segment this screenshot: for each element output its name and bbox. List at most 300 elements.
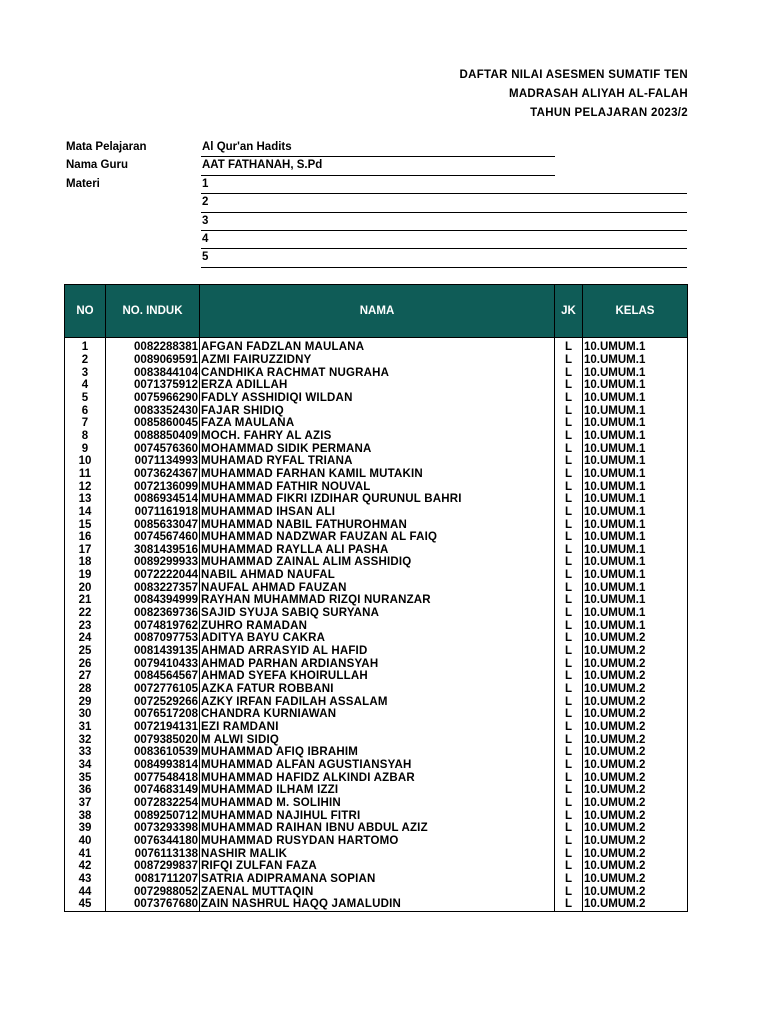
student-name-cell: RAYHAN MUHAMMAD RIZQI NURANZAR xyxy=(200,594,555,607)
student-id-cell: 0071161918 xyxy=(106,506,200,519)
row-number-cell: 11 xyxy=(65,468,106,481)
row-number-cell: 36 xyxy=(65,784,106,797)
student-name-cell: SATRIA ADIPRAMANA SOPIAN xyxy=(200,873,555,886)
student-id-cell: 0072988052 xyxy=(106,885,200,898)
gender-cell: L xyxy=(555,341,583,354)
title-line-2: MADRASAH ALIYAH AL-FALAH xyxy=(508,88,688,100)
gender-cell: L xyxy=(555,822,583,835)
student-name-cell: AFGAN FADZLAN MAULANA xyxy=(200,341,555,354)
student-name-cell: MUHAMMAD IHSAN ALI xyxy=(200,506,555,519)
class-cell: 10.UMUM.2 xyxy=(583,809,688,822)
teacher-label: Nama Guru xyxy=(66,159,128,172)
gender-cell: L xyxy=(555,847,583,860)
class-cell: 10.UMUM.1 xyxy=(583,354,688,367)
gender-cell: L xyxy=(555,518,583,531)
student-name-cell: ERZA ADILLAH xyxy=(200,379,555,392)
student-name-cell: MOCH. FAHRY AL AZIS xyxy=(200,430,555,443)
row-number-cell: 16 xyxy=(65,531,106,544)
table-row xyxy=(65,544,688,557)
row-number-cell: 12 xyxy=(65,480,106,493)
row-number-cell: 17 xyxy=(65,544,106,557)
student-name-cell: MOHAMMAD SIDIK PERMANA xyxy=(200,442,555,455)
class-cell: 10.UMUM.1 xyxy=(583,544,688,557)
table-row xyxy=(65,455,688,468)
gender-cell: L xyxy=(555,480,583,493)
class-cell: 10.UMUM.2 xyxy=(583,835,688,848)
student-name-cell: ADITYA BAYU CAKRA xyxy=(200,632,555,645)
gender-cell: L xyxy=(555,797,583,810)
class-cell: 10.UMUM.1 xyxy=(583,430,688,443)
header-jk: JK xyxy=(555,285,583,338)
table-row xyxy=(65,392,688,405)
student-id-cell: 0074567460 xyxy=(106,531,200,544)
student-id-cell: 0082288381 xyxy=(106,341,200,354)
row-number-cell: 14 xyxy=(65,506,106,519)
student-id-cell: 0084564567 xyxy=(106,670,200,683)
row-number-cell: 24 xyxy=(65,632,106,645)
gender-cell: L xyxy=(555,417,583,430)
student-id-cell: 0073293398 xyxy=(106,822,200,835)
table-row xyxy=(65,860,688,873)
gender-cell: L xyxy=(555,657,583,670)
table-row xyxy=(65,898,688,911)
header-no: NO xyxy=(65,285,106,338)
material-row-3 xyxy=(66,213,688,231)
student-name-cell: AZKY IRFAN FADILAH ASSALAM xyxy=(200,695,555,708)
student-id-cell: 0073624367 xyxy=(106,468,200,481)
class-cell: 10.UMUM.2 xyxy=(583,885,688,898)
student-id-cell: 0079385020 xyxy=(106,733,200,746)
gender-cell: L xyxy=(555,468,583,481)
student-id-cell: 3081439516 xyxy=(106,544,200,557)
student-name-cell: FAZA MAULANA xyxy=(200,417,555,430)
student-name-cell: NAUFAL AHMAD FAUZAN xyxy=(200,581,555,594)
material-row-2 xyxy=(66,194,688,212)
material-item: 5 xyxy=(201,249,687,267)
class-cell: 10.UMUM.2 xyxy=(583,657,688,670)
table-header-row xyxy=(65,285,688,338)
gender-cell: L xyxy=(555,771,583,784)
student-name-cell: MUHAMMAD ILHAM IZZI xyxy=(200,784,555,797)
gender-cell: L xyxy=(555,898,583,911)
class-cell: 10.UMUM.1 xyxy=(583,480,688,493)
row-number-cell: 15 xyxy=(65,518,106,531)
table-row xyxy=(65,733,688,746)
table-row xyxy=(65,468,688,481)
student-id-cell: 0089069591 xyxy=(106,354,200,367)
row-number-cell: 35 xyxy=(65,771,106,784)
gender-cell: L xyxy=(555,354,583,367)
class-cell: 10.UMUM.1 xyxy=(583,619,688,632)
class-cell: 10.UMUM.2 xyxy=(583,695,688,708)
row-number-cell: 41 xyxy=(65,847,106,860)
student-name-cell: MUHAMMAD ALFAN AGUSTIANSYAH xyxy=(200,759,555,772)
gender-cell: L xyxy=(555,493,583,506)
gender-cell: L xyxy=(555,455,583,468)
student-name-cell: AZMI FAIRUZZIDNY xyxy=(200,354,555,367)
row-number-cell: 38 xyxy=(65,809,106,822)
header-no-induk: NO. INDUK xyxy=(106,285,200,338)
student-name-cell: MUHAMMAD HAFIDZ ALKINDI AZBAR xyxy=(200,771,555,784)
class-cell: 10.UMUM.2 xyxy=(583,771,688,784)
student-id-cell: 0073767680 xyxy=(106,898,200,911)
row-number-cell: 2 xyxy=(65,354,106,367)
table-row xyxy=(65,822,688,835)
table-row xyxy=(65,581,688,594)
info-section xyxy=(66,139,688,268)
row-number-cell: 23 xyxy=(65,619,106,632)
gender-cell: L xyxy=(555,581,583,594)
student-id-cell: 0083610539 xyxy=(106,746,200,759)
student-name-cell: FADLY ASSHIDIQI WILDAN xyxy=(200,392,555,405)
material-row-4 xyxy=(66,231,688,249)
student-name-cell: MUHAMMAD FARHAN KAMIL MUTAKIN xyxy=(200,468,555,481)
class-cell: 10.UMUM.2 xyxy=(583,847,688,860)
student-name-cell: M ALWI SIDIQ xyxy=(200,733,555,746)
row-number-cell: 5 xyxy=(65,392,106,405)
gender-cell: L xyxy=(555,442,583,455)
table-row xyxy=(65,708,688,721)
class-cell: 10.UMUM.1 xyxy=(583,442,688,455)
student-name-cell: ZAIN NASHRUL HAQQ JAMALUDIN xyxy=(200,898,555,911)
gender-cell: L xyxy=(555,594,583,607)
row-number-cell: 13 xyxy=(65,493,106,506)
table-body xyxy=(65,338,688,912)
class-cell: 10.UMUM.2 xyxy=(583,632,688,645)
student-id-cell: 0076344180 xyxy=(106,835,200,848)
student-id-cell: 0076517208 xyxy=(106,708,200,721)
student-id-cell: 0074683149 xyxy=(106,784,200,797)
row-number-cell: 31 xyxy=(65,721,106,734)
table-row xyxy=(65,657,688,670)
material-label: Materi xyxy=(66,177,100,190)
class-cell: 10.UMUM.2 xyxy=(583,898,688,911)
student-id-cell: 0085633047 xyxy=(106,518,200,531)
gender-cell: L xyxy=(555,607,583,620)
gender-cell: L xyxy=(555,556,583,569)
student-id-cell: 0083844104 xyxy=(106,366,200,379)
row-number-cell: 6 xyxy=(65,404,106,417)
class-cell: 10.UMUM.1 xyxy=(583,379,688,392)
class-cell: 10.UMUM.1 xyxy=(583,493,688,506)
row-number-cell: 37 xyxy=(65,797,106,810)
student-id-cell: 0084394999 xyxy=(106,594,200,607)
row-number-cell: 26 xyxy=(65,657,106,670)
student-name-cell: AHMAD SYEFA KHOIRULLAH xyxy=(200,670,555,683)
class-cell: 10.UMUM.2 xyxy=(583,746,688,759)
class-cell: 10.UMUM.1 xyxy=(583,404,688,417)
student-id-cell: 0083227357 xyxy=(106,581,200,594)
student-id-cell: 0072222044 xyxy=(106,569,200,582)
gender-cell: L xyxy=(555,645,583,658)
student-name-cell: SAJID SYUJA SABIQ SURYANA xyxy=(200,607,555,620)
table-row xyxy=(65,607,688,620)
student-name-cell: CHANDRA KURNIAWAN xyxy=(200,708,555,721)
student-id-cell: 0076113138 xyxy=(106,847,200,860)
gender-cell: L xyxy=(555,873,583,886)
table-row xyxy=(65,569,688,582)
gender-cell: L xyxy=(555,835,583,848)
row-number-cell: 39 xyxy=(65,822,106,835)
table-row xyxy=(65,366,688,379)
student-id-cell: 0072529266 xyxy=(106,695,200,708)
row-number-cell: 4 xyxy=(65,379,106,392)
table-row xyxy=(65,341,688,354)
gender-cell: L xyxy=(555,733,583,746)
class-cell: 10.UMUM.1 xyxy=(583,607,688,620)
gender-cell: L xyxy=(555,784,583,797)
row-number-cell: 27 xyxy=(65,670,106,683)
class-cell: 10.UMUM.2 xyxy=(583,759,688,772)
student-id-cell: 0074819762 xyxy=(106,619,200,632)
table-row xyxy=(65,771,688,784)
student-name-cell: MUHAMMAD AFIQ IBRAHIM xyxy=(200,746,555,759)
row-number-cell: 20 xyxy=(65,581,106,594)
table-row xyxy=(65,417,688,430)
student-id-cell: 0087097753 xyxy=(106,632,200,645)
gender-cell: L xyxy=(555,683,583,696)
subject-value: Al Qur'an Hadits xyxy=(201,139,555,157)
student-name-cell: ZAENAL MUTTAQIN xyxy=(200,885,555,898)
class-cell: 10.UMUM.2 xyxy=(583,860,688,873)
table-row xyxy=(65,480,688,493)
class-cell: 10.UMUM.1 xyxy=(583,366,688,379)
gender-cell: L xyxy=(555,809,583,822)
student-name-cell: MUHAMMAD NABIL FATHUROHMAN xyxy=(200,518,555,531)
header-nama: NAMA xyxy=(200,285,555,338)
student-id-cell: 0074576360 xyxy=(106,442,200,455)
row-number-cell: 1 xyxy=(65,341,106,354)
row-number-cell: 34 xyxy=(65,759,106,772)
class-cell: 10.UMUM.2 xyxy=(583,708,688,721)
student-id-cell: 0081439135 xyxy=(106,645,200,658)
row-number-cell: 44 xyxy=(65,885,106,898)
class-cell: 10.UMUM.2 xyxy=(583,670,688,683)
student-name-cell: AHMAD PARHAN ARDIANSYAH xyxy=(200,657,555,670)
student-name-cell: FAJAR SHIDIQ xyxy=(200,404,555,417)
table-row xyxy=(65,506,688,519)
class-cell: 10.UMUM.1 xyxy=(583,417,688,430)
student-name-cell: MUHAMMAD M. SOLIHIN xyxy=(200,797,555,810)
material-item: 2 xyxy=(201,194,687,212)
student-name-cell: MUHAMMAD NADZWAR FAUZAN AL FAIQ xyxy=(200,531,555,544)
student-name-cell: MUHAMMAD RAIHAN IBNU ABDUL AZIZ xyxy=(200,822,555,835)
table-row xyxy=(65,885,688,898)
table-row xyxy=(65,873,688,886)
gender-cell: L xyxy=(555,632,583,645)
class-cell: 10.UMUM.2 xyxy=(583,683,688,696)
row-number-cell: 42 xyxy=(65,860,106,873)
student-id-cell: 0089299933 xyxy=(106,556,200,569)
material-row-5 xyxy=(66,249,688,267)
gender-cell: L xyxy=(555,670,583,683)
title-line-3: TAHUN PELAJARAN 2023/2 xyxy=(530,107,688,119)
row-number-cell: 40 xyxy=(65,835,106,848)
table-row xyxy=(65,493,688,506)
student-id-cell: 0089250712 xyxy=(106,809,200,822)
student-name-cell: NASHIR MALIK xyxy=(200,847,555,860)
student-id-cell: 0072136099 xyxy=(106,480,200,493)
row-number-cell: 9 xyxy=(65,442,106,455)
student-id-cell: 0081711207 xyxy=(106,873,200,886)
row-number-cell: 29 xyxy=(65,695,106,708)
student-name-cell: AHMAD ARRASYID AL HAFID xyxy=(200,645,555,658)
table-row xyxy=(65,683,688,696)
material-item: 3 xyxy=(201,213,687,231)
gender-cell: L xyxy=(555,569,583,582)
row-number-cell: 28 xyxy=(65,683,106,696)
class-cell: 10.UMUM.1 xyxy=(583,506,688,519)
table-row xyxy=(65,695,688,708)
table-row xyxy=(65,784,688,797)
teacher-value: AAT FATHANAH, S.Pd xyxy=(201,157,555,175)
student-id-cell: 0071375912 xyxy=(106,379,200,392)
table-row xyxy=(65,632,688,645)
gender-cell: L xyxy=(555,885,583,898)
header-kelas: KELAS xyxy=(583,285,688,338)
table-row xyxy=(65,721,688,734)
student-id-cell: 0072194131 xyxy=(106,721,200,734)
gender-cell: L xyxy=(555,759,583,772)
student-name-cell: MUHAMMAD NAJIHUL FITRI xyxy=(200,809,555,822)
table-row xyxy=(65,835,688,848)
class-cell: 10.UMUM.1 xyxy=(583,518,688,531)
table-row xyxy=(65,809,688,822)
student-name-cell: EZI RAMDANI xyxy=(200,721,555,734)
gender-cell: L xyxy=(555,379,583,392)
table-row xyxy=(65,442,688,455)
material-item: 4 xyxy=(201,231,687,249)
class-cell: 10.UMUM.1 xyxy=(583,569,688,582)
student-id-cell: 0084993814 xyxy=(106,759,200,772)
table-row xyxy=(65,404,688,417)
gender-cell: L xyxy=(555,860,583,873)
student-id-cell: 0072832254 xyxy=(106,797,200,810)
class-cell: 10.UMUM.1 xyxy=(583,341,688,354)
student-id-cell: 0083352430 xyxy=(106,404,200,417)
student-id-cell: 0077548418 xyxy=(106,771,200,784)
class-cell: 10.UMUM.2 xyxy=(583,797,688,810)
row-number-cell: 33 xyxy=(65,746,106,759)
class-cell: 10.UMUM.1 xyxy=(583,531,688,544)
student-id-cell: 0071134993 xyxy=(106,455,200,468)
gender-cell: L xyxy=(555,619,583,632)
document-title-block xyxy=(0,66,688,123)
gender-cell: L xyxy=(555,392,583,405)
student-name-cell: MUHAMAD RYFAL TRIANA xyxy=(200,455,555,468)
class-cell: 10.UMUM.1 xyxy=(583,556,688,569)
row-number-cell: 10 xyxy=(65,455,106,468)
student-id-cell: 0075966290 xyxy=(106,392,200,405)
table-row xyxy=(65,518,688,531)
row-number-cell: 7 xyxy=(65,417,106,430)
row-number-cell: 45 xyxy=(65,898,106,911)
title-line-1: DAFTAR NILAI ASESMEN SUMATIF TEN xyxy=(459,69,688,81)
gender-cell: L xyxy=(555,430,583,443)
gender-cell: L xyxy=(555,721,583,734)
material-row-1 xyxy=(66,176,688,194)
gender-cell: L xyxy=(555,506,583,519)
student-name-cell: MUHAMMAD ZAINAL ALIM ASSHIDIQ xyxy=(200,556,555,569)
student-id-cell: 0088850409 xyxy=(106,430,200,443)
class-cell: 10.UMUM.1 xyxy=(583,392,688,405)
gender-cell: L xyxy=(555,695,583,708)
row-number-cell: 18 xyxy=(65,556,106,569)
row-number-cell: 21 xyxy=(65,594,106,607)
student-id-cell: 0082369736 xyxy=(106,607,200,620)
student-id-cell: 0086934514 xyxy=(106,493,200,506)
student-name-cell: ZUHRO RAMADAN xyxy=(200,619,555,632)
class-cell: 10.UMUM.1 xyxy=(583,468,688,481)
student-name-cell: NABIL AHMAD NAUFAL xyxy=(200,569,555,582)
class-cell: 10.UMUM.1 xyxy=(583,455,688,468)
student-name-cell: AZKA FATUR ROBBANI xyxy=(200,683,555,696)
student-id-cell: 0079410433 xyxy=(106,657,200,670)
student-id-cell: 0072776105 xyxy=(106,683,200,696)
table-row xyxy=(65,759,688,772)
gender-cell: L xyxy=(555,366,583,379)
class-cell: 10.UMUM.1 xyxy=(583,594,688,607)
class-cell: 10.UMUM.2 xyxy=(583,873,688,886)
row-number-cell: 19 xyxy=(65,569,106,582)
student-name-cell: CANDHIKA RACHMAT NUGRAHA xyxy=(200,366,555,379)
student-name-cell: MUHAMMAD RAYLLA ALI PASHA xyxy=(200,544,555,557)
gender-cell: L xyxy=(555,708,583,721)
class-cell: 10.UMUM.2 xyxy=(583,784,688,797)
class-cell: 10.UMUM.1 xyxy=(583,581,688,594)
table-row xyxy=(65,379,688,392)
table-row xyxy=(65,619,688,632)
subject-row xyxy=(66,139,688,157)
gender-cell: L xyxy=(555,531,583,544)
teacher-row xyxy=(66,157,688,175)
table-row xyxy=(65,430,688,443)
table-row xyxy=(65,847,688,860)
table-row xyxy=(65,531,688,544)
row-number-cell: 3 xyxy=(65,366,106,379)
student-grades-table xyxy=(64,284,688,912)
row-number-cell: 25 xyxy=(65,645,106,658)
class-cell: 10.UMUM.2 xyxy=(583,733,688,746)
gender-cell: L xyxy=(555,544,583,557)
table-row xyxy=(65,556,688,569)
table-row xyxy=(65,670,688,683)
table-row xyxy=(65,797,688,810)
table-row xyxy=(65,645,688,658)
class-cell: 10.UMUM.2 xyxy=(583,645,688,658)
student-id-cell: 0087299837 xyxy=(106,860,200,873)
student-name-cell: MUHAMMAD RUSYDAN HARTOMO xyxy=(200,835,555,848)
class-cell: 10.UMUM.2 xyxy=(583,822,688,835)
material-item: 1 xyxy=(201,176,687,194)
class-cell: 10.UMUM.2 xyxy=(583,721,688,734)
gender-cell: L xyxy=(555,404,583,417)
student-name-cell: MUHAMMAD FATHIR NOUVAL xyxy=(200,480,555,493)
row-number-cell: 32 xyxy=(65,733,106,746)
table-row xyxy=(65,746,688,759)
student-name-cell: RIFQI ZULFAN FAZA xyxy=(200,860,555,873)
row-number-cell: 43 xyxy=(65,873,106,886)
subject-label: Mata Pelajaran xyxy=(66,141,147,153)
student-id-cell: 0085860045 xyxy=(106,417,200,430)
table-row xyxy=(65,594,688,607)
row-number-cell: 30 xyxy=(65,708,106,721)
student-name-cell: MUHAMMAD FIKRI IZDIHAR QURUNUL BAHRI xyxy=(200,493,555,506)
row-number-cell: 8 xyxy=(65,430,106,443)
gender-cell: L xyxy=(555,746,583,759)
row-number-cell: 22 xyxy=(65,607,106,620)
table-row xyxy=(65,354,688,367)
